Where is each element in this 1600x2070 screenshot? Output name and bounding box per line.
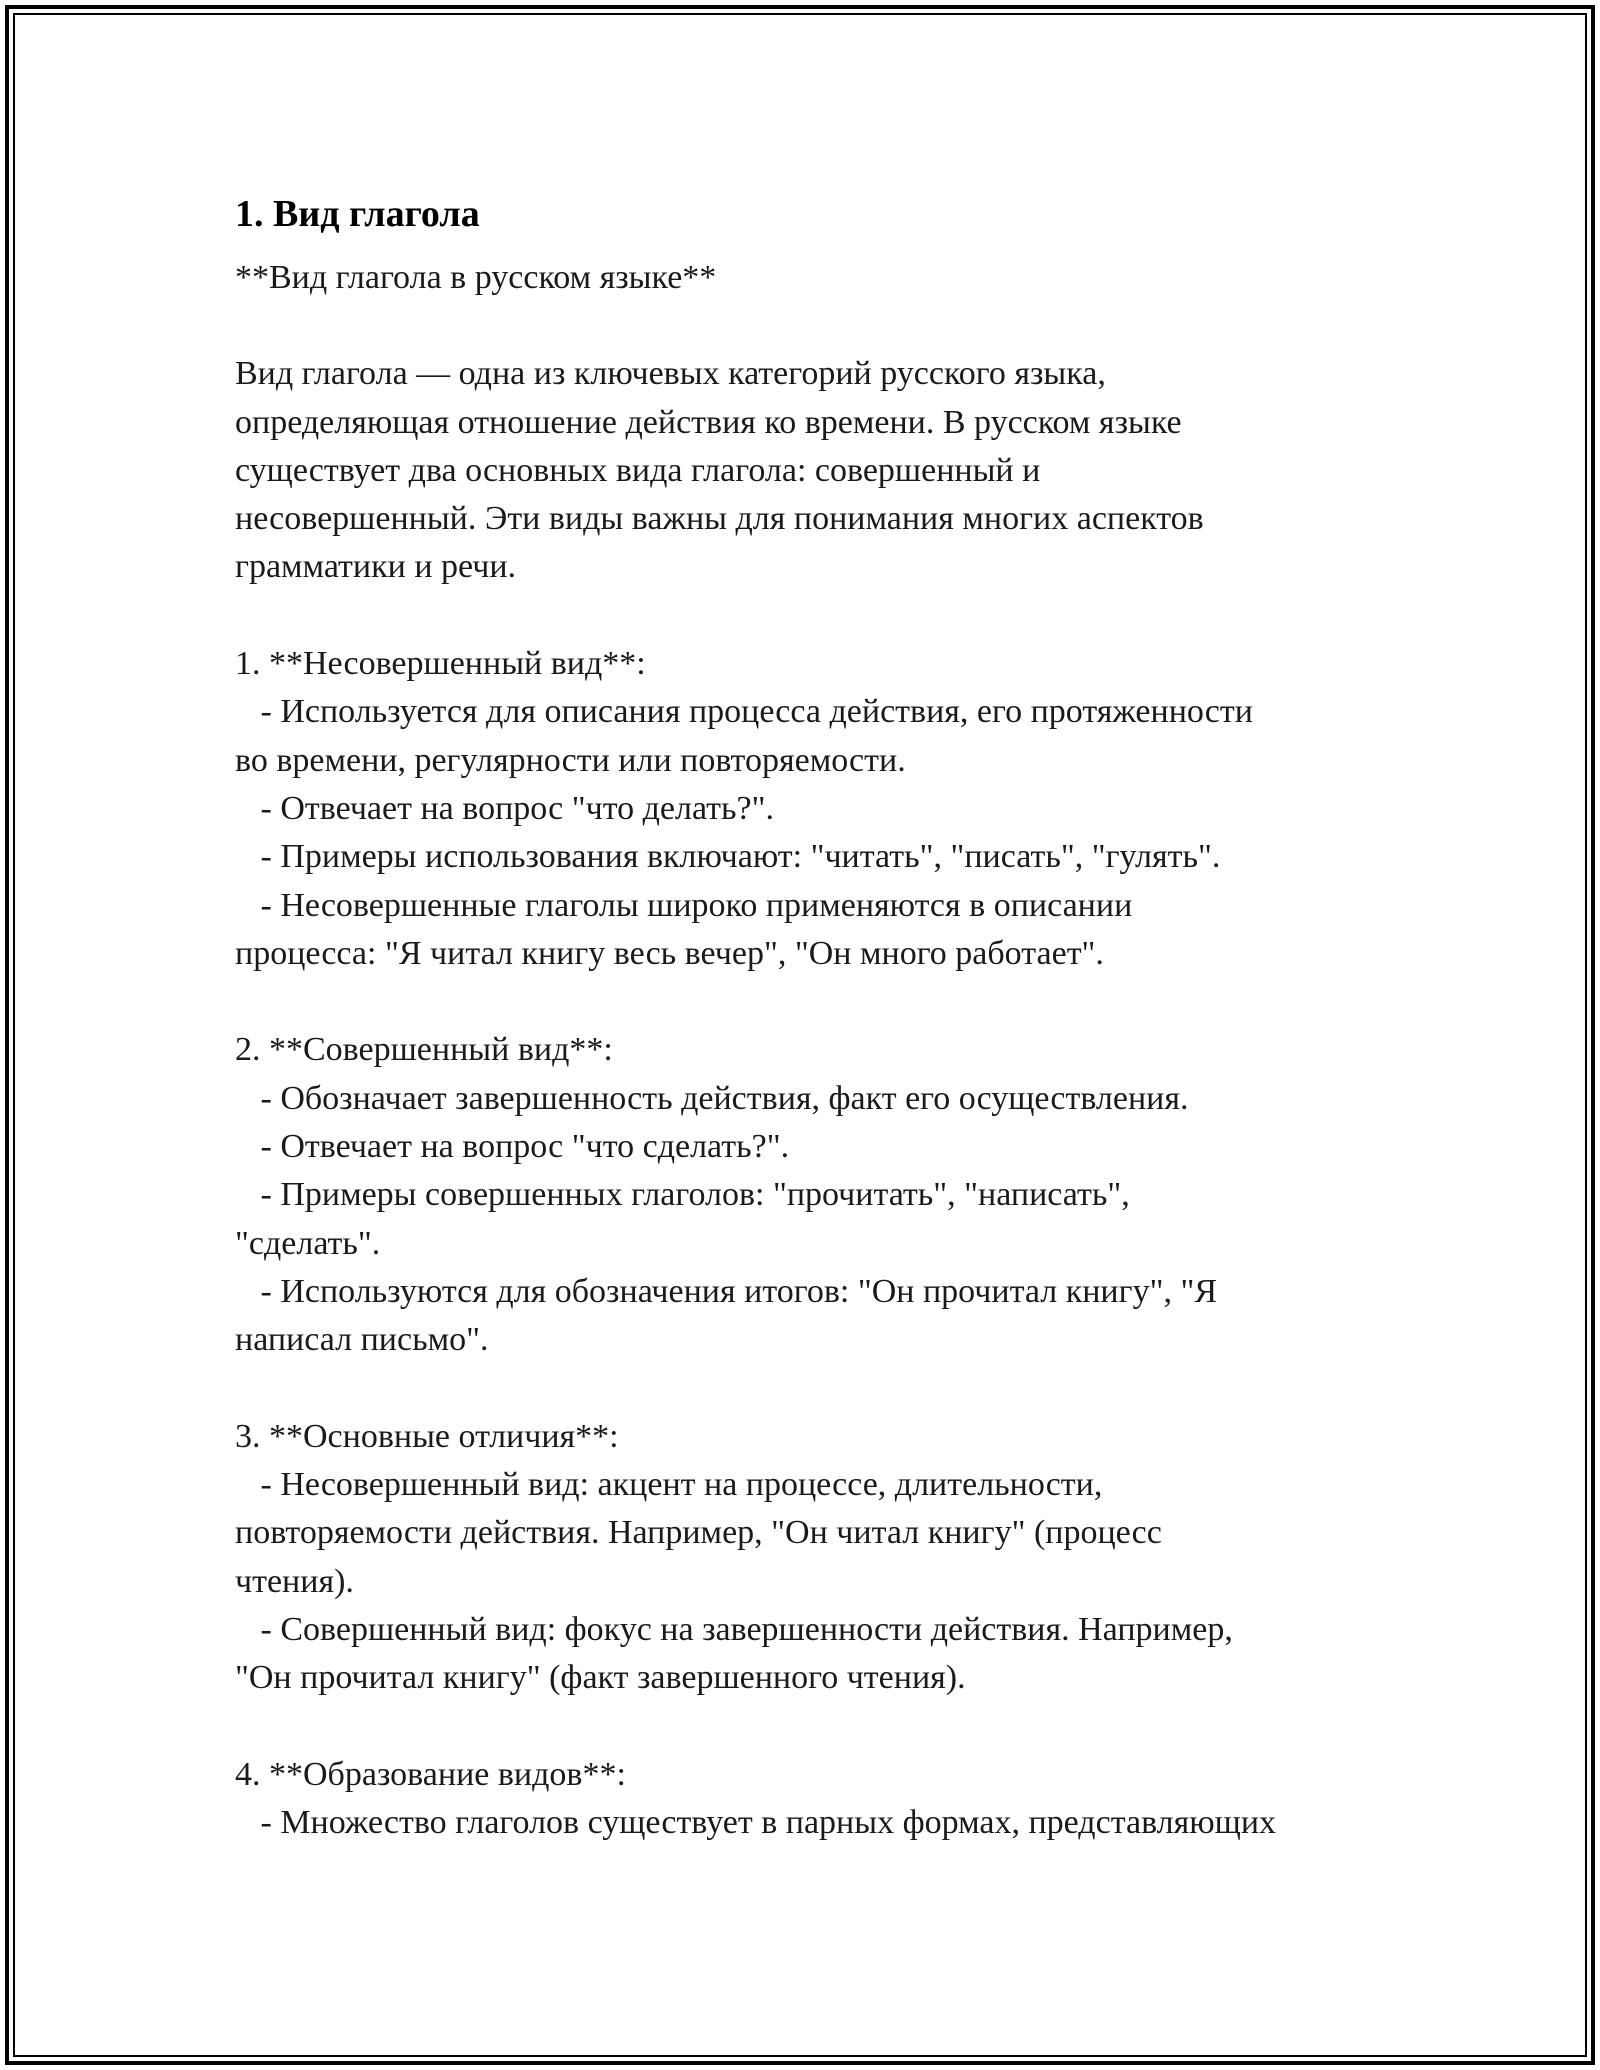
blank-line [235, 592, 1385, 640]
document-subtitle: **Вид глагола в русском языке** [235, 259, 717, 296]
list-item: - Используется для описания процесса действия, его протяженности во времени, регулярности или повторяемости. [235, 693, 1253, 779]
section-title: 4. **Образование видов**: [235, 1755, 626, 1793]
section-title: 3. **Основные отличия**: [235, 1417, 619, 1455]
section-perfective [235, 1026, 1385, 1364]
intro-paragraph: Вид глагола — одна из ключевых категорий русского языка, определяющая отношение действия ко времени. В русском языке существует два основных вида глагола: совершенный и несовершенный. Эти виды важны для понимания многих аспектов грамматики и речи. [235, 355, 1204, 586]
list-item: - Отвечает на вопрос "что делать?". [235, 789, 775, 827]
list-item: - Несовершенные глаголы широко применяются в описании процесса: "Я читал книгу весь вечер", "Он много работает". [235, 886, 1133, 972]
section-title: 2. **Совершенный вид**: [235, 1031, 613, 1069]
blank-line [235, 1365, 1385, 1413]
list-item: - Используются для обозначения итогов: "Он прочитал книгу", "Я написал письмо". [235, 1272, 1217, 1359]
section-imperfective [235, 640, 1385, 978]
list-item: - Несовершенный вид: акцент на процессе, длительности, повторяемости действия. Например, "Он читал книгу" (процесс чтения). [235, 1466, 1162, 1600]
list-item: - Обозначает завершенность действия, факт его осуществления. [235, 1079, 1189, 1117]
section-formation [235, 1751, 1385, 1848]
section-heading: 1. Вид глагола [235, 193, 480, 235]
list-item: - Примеры использования включают: "читать", "писать", "гулять". [235, 838, 1221, 876]
section-title: 1. **Несовершенный вид**: [235, 645, 646, 683]
list-item: - Примеры совершенных глаголов: "прочитать", "написать", "сделать". [235, 1176, 1130, 1262]
list-item: - Совершенный вид: фокус на завершенности действия. Например, "Он прочитал книгу" (факт завершенного чтения). [235, 1611, 1233, 1697]
document-body [235, 188, 1385, 1848]
blank-line [235, 978, 1385, 1026]
blank-line [235, 302, 1385, 350]
section-differences [235, 1413, 1385, 1703]
list-item: - Отвечает на вопрос "что сделать?". [235, 1128, 790, 1166]
list-item: - Множество глаголов существует в парных формах, представляющих [235, 1804, 1277, 1842]
blank-line [235, 1703, 1385, 1751]
